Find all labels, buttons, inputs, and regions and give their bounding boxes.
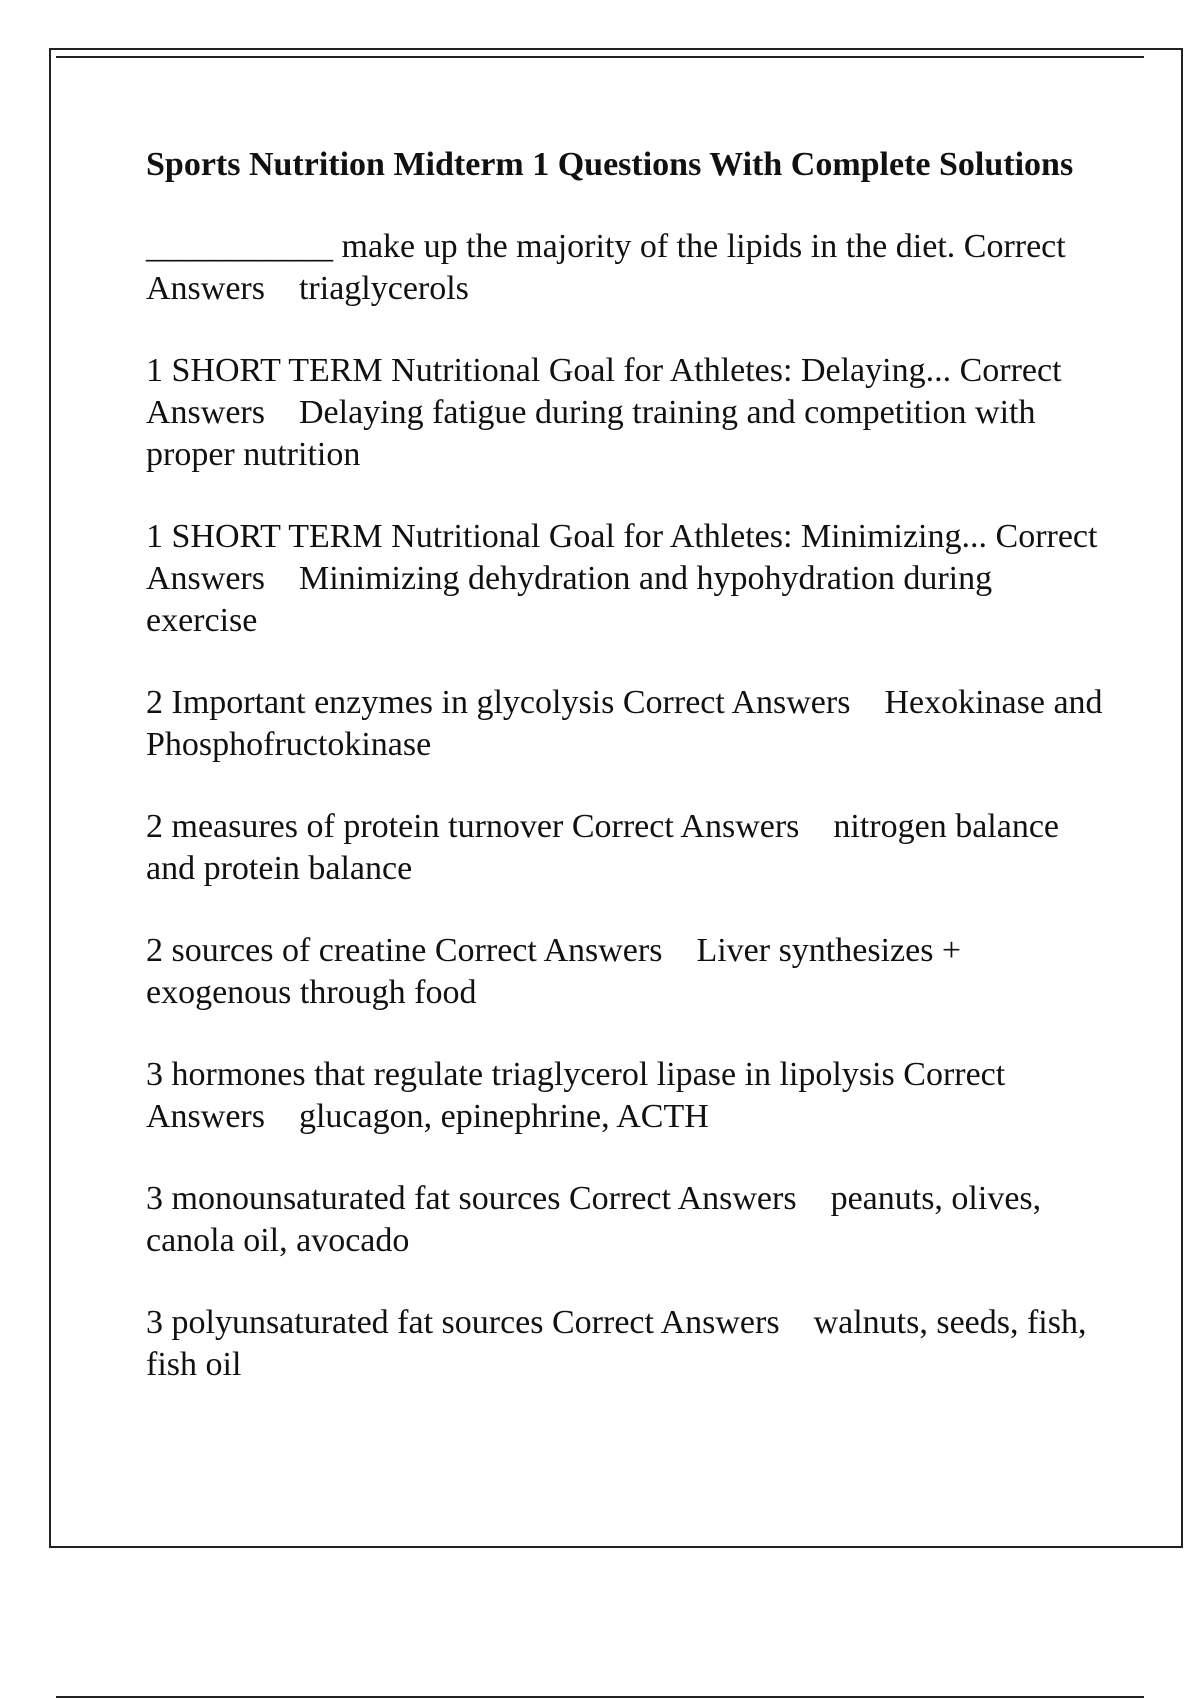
qa-item — [146, 1054, 1106, 1138]
question-text: 2 sources of creatine — [146, 932, 427, 969]
qa-item — [146, 1178, 1106, 1262]
question-text: 2 measures of protein turnover — [146, 808, 564, 845]
answer-text: nitrogen balance and protein balance — [146, 808, 1060, 887]
answer-label: Correct Answers — [569, 1180, 797, 1217]
document-title: Sports Nutrition Midterm 1 Questions With Complete Solutions — [146, 146, 1074, 183]
answer-label: Correct Answers — [146, 1056, 1006, 1135]
answer-label: Correct Answers — [146, 352, 1062, 431]
question-text: ___________ make up the majority of the lipids in the diet. — [146, 228, 956, 265]
answer-label: Correct Answers — [434, 932, 663, 969]
qa-item — [146, 516, 1106, 642]
question-text: 3 monounsaturated fat sources — [146, 1180, 561, 1217]
document-body — [146, 144, 1106, 1426]
answer-text: Hexokinase and Phosphofructokinase — [146, 684, 1103, 763]
footer-rule — [56, 1696, 1144, 1698]
answer-text: Liver synthesizes + exogenous through food — [146, 932, 962, 1011]
answer-text: triaglycerols — [298, 270, 469, 307]
answer-label: Correct Answers — [552, 1304, 780, 1341]
question-text: 1 SHORT TERM Nutritional Goal for Athletes: Delaying... — [146, 352, 952, 389]
answer-text: Minimizing dehydration and hypohydration during exercise — [146, 560, 993, 639]
qa-item — [146, 226, 1106, 310]
question-text: 2 Important enzymes in glycolysis — [146, 684, 615, 721]
answer-label: Correct Answers — [571, 808, 800, 845]
qa-item — [146, 350, 1106, 476]
answer-label: Correct Answers — [146, 518, 1098, 597]
answer-text: glucagon, epinephrine, ACTH — [298, 1098, 709, 1135]
answer-text: Delaying fatigue during training and competition with proper nutrition — [146, 394, 1036, 473]
qa-item — [146, 1302, 1106, 1386]
question-text: 1 SHORT TERM Nutritional Goal for Athletes: Minimizing... — [146, 518, 988, 555]
answer-text: peanuts, olives, canola oil, avocado — [146, 1180, 1042, 1259]
qa-item — [146, 806, 1106, 890]
answer-label: Correct Answers — [622, 684, 851, 721]
question-text: 3 polyunsaturated fat sources — [146, 1304, 544, 1341]
header-rule — [56, 56, 1144, 58]
answer-text: walnuts, seeds, fish, fish oil — [146, 1304, 1087, 1383]
answer-label: Correct Answers — [146, 228, 1066, 307]
qa-item — [146, 682, 1106, 766]
question-text: 3 hormones that regulate triaglycerol lipase in lipolysis — [146, 1056, 895, 1093]
qa-item — [146, 930, 1106, 1014]
